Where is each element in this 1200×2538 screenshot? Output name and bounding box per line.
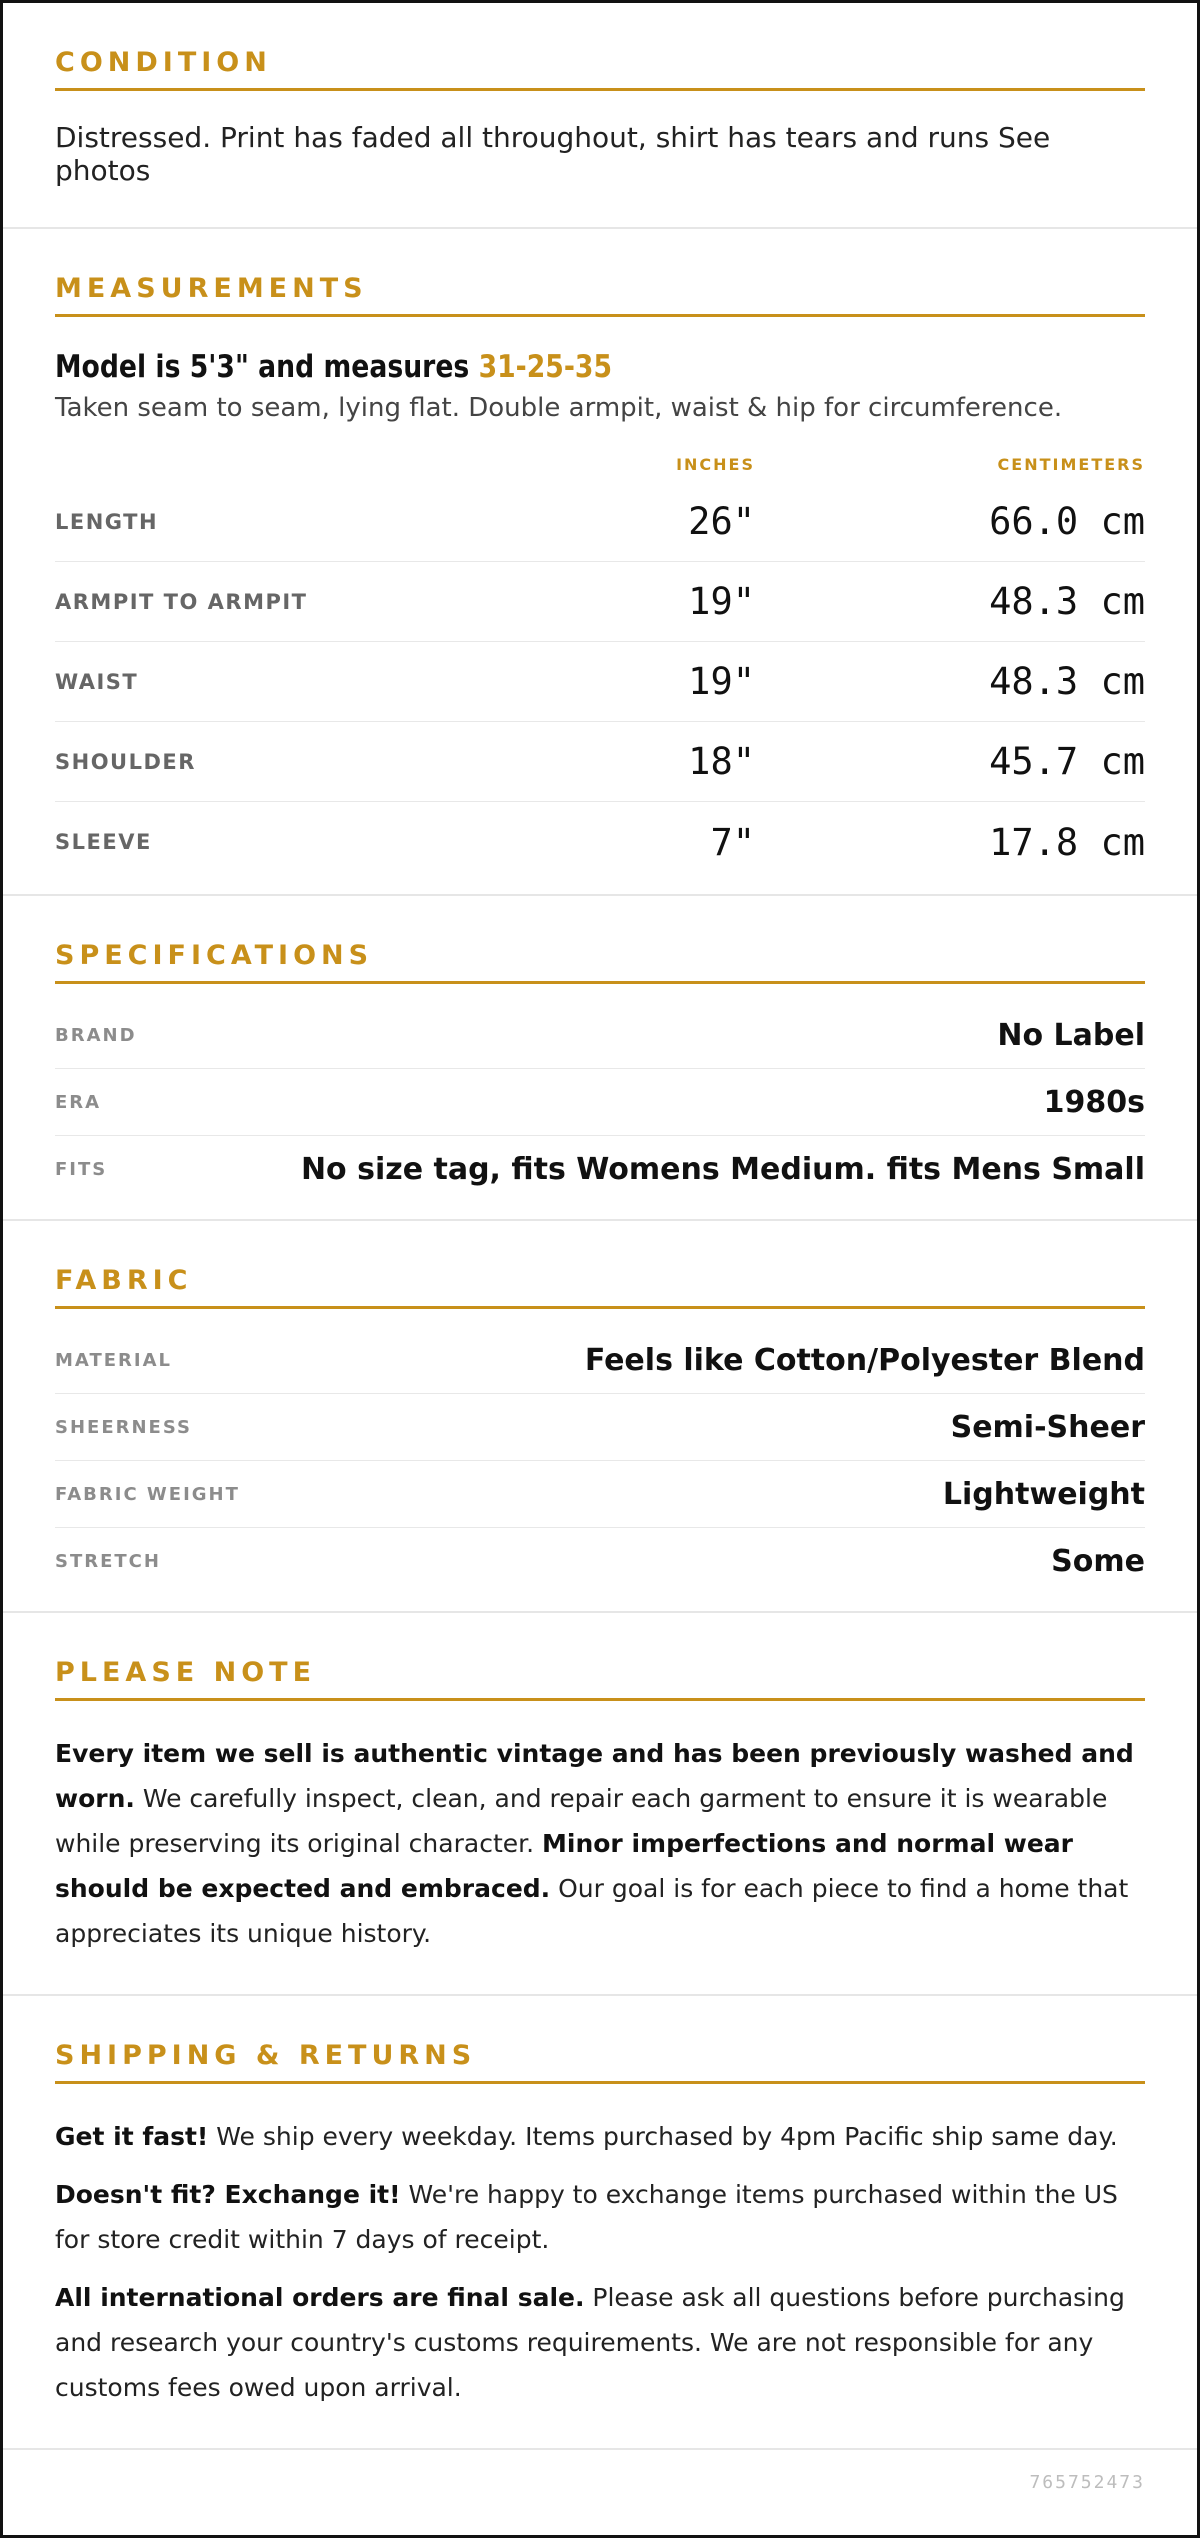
measurement-inches: 26" bbox=[688, 500, 755, 543]
measurement-inches: 19" bbox=[688, 580, 755, 623]
specifications-table bbox=[55, 1002, 1145, 1219]
measurements-column-headers bbox=[55, 455, 1145, 474]
note-bold-1: Every item we sell is authentic vintage and has been previously washed and worn. bbox=[55, 1739, 1134, 1813]
please-note-text bbox=[55, 1701, 1145, 1994]
shipping-international-bold: All international orders are final sale. bbox=[55, 2283, 585, 2312]
measurement-row-length bbox=[55, 482, 1145, 562]
spec-value: No Label bbox=[997, 1017, 1145, 1053]
spec-value: No size tag, fits Womens Medium. fits Mens Small bbox=[300, 1152, 1145, 1187]
fabric-label: MATERIAL bbox=[55, 1349, 172, 1371]
fabric-value: Feels like Cotton/Polyester Blend bbox=[584, 1342, 1145, 1378]
measurements-table bbox=[55, 482, 1145, 894]
note-bold-2: Minor imperfections and normal wear should be expected and embraced. bbox=[55, 1829, 1073, 1903]
measurements-subtitle: Taken seam to seam, lying flat. Double armpit, waist & hip for circumference. bbox=[55, 393, 1063, 423]
fabric-label: SHEERNESS bbox=[55, 1416, 192, 1438]
fabric-heading: FABRIC bbox=[55, 1267, 1145, 1309]
shipping-fast-text: We ship every weekday. Items purchased by 4pm Pacific ship same day. bbox=[208, 2122, 1118, 2151]
shipping-paragraph-exchange bbox=[55, 2172, 1145, 2262]
condition-section bbox=[3, 3, 1197, 229]
spec-row-era bbox=[55, 1069, 1145, 1136]
measurement-cm: 45.7 cm bbox=[989, 740, 1145, 783]
fabric-row-weight bbox=[55, 1461, 1145, 1528]
shipping-paragraph-fast bbox=[55, 2114, 1145, 2159]
measurement-cm: 48.3 cm bbox=[989, 660, 1145, 703]
shipping-paragraph-international bbox=[55, 2275, 1145, 2410]
fabric-section bbox=[3, 1221, 1197, 1613]
note-text-1: We carefully inspect, clean, and repair each garment to ensure it is wearable while preserving its original character. bbox=[55, 1784, 1108, 1858]
measurement-inches: 18" bbox=[688, 740, 755, 783]
shipping-exchange-text: We're happy to exchange items purchased within the US for store credit within 7 days of receipt. bbox=[55, 2180, 1118, 2254]
model-measures-prefix: Model is 5'3" and measures bbox=[55, 349, 479, 385]
specifications-section bbox=[3, 896, 1197, 1221]
please-note-section bbox=[3, 1613, 1197, 1996]
spec-row-brand bbox=[55, 1002, 1145, 1069]
shipping-returns-body bbox=[55, 2084, 1145, 2448]
inches-column-header: INCHES bbox=[676, 455, 755, 474]
measurement-cm: 48.3 cm bbox=[989, 580, 1145, 623]
measurement-label: LENGTH bbox=[55, 509, 159, 534]
shipping-returns-heading: SHIPPING & RETURNS bbox=[55, 2042, 1145, 2084]
spec-label: ERA bbox=[55, 1091, 102, 1113]
measurements-section bbox=[3, 229, 1197, 896]
specifications-heading: SPECIFICATIONS bbox=[55, 942, 1145, 984]
measurement-cm: 66.0 cm bbox=[989, 500, 1145, 543]
fabric-label: STRETCH bbox=[55, 1551, 161, 1572]
fabric-row-sheerness bbox=[55, 1394, 1145, 1461]
measurement-row-shoulder bbox=[55, 722, 1145, 802]
shipping-fast-bold: Get it fast! bbox=[55, 2122, 209, 2151]
measurement-label: WAIST bbox=[55, 669, 139, 694]
note-text-2: Our goal is for each piece to find a home that appreciates its unique history. bbox=[55, 1874, 1129, 1948]
measurement-label: SHOULDER bbox=[55, 749, 196, 774]
measurement-row-sleeve bbox=[55, 802, 1145, 882]
spec-value: 1980s bbox=[1043, 1084, 1145, 1120]
shipping-international-text: Please ask all questions before purchasing and research your country's customs requirements. We are not responsible for any customs fees owed upon arrival. bbox=[55, 2283, 1125, 2402]
measurement-row-waist bbox=[55, 642, 1145, 722]
footer bbox=[3, 2450, 1197, 2493]
model-measures-line bbox=[55, 349, 992, 385]
measurement-inches: 7" bbox=[710, 820, 755, 864]
spec-row-fits bbox=[55, 1136, 1145, 1203]
spec-label: FITS bbox=[55, 1159, 108, 1180]
condition-text: Distressed. Print has faded all throughout, shirt has tears and runs See photos bbox=[55, 121, 1051, 187]
fabric-value: Lightweight bbox=[942, 1476, 1145, 1512]
condition-heading: CONDITION bbox=[55, 49, 1145, 91]
please-note-heading: PLEASE NOTE bbox=[55, 1659, 1145, 1701]
measurement-row-armpit bbox=[55, 562, 1145, 642]
fabric-row-material bbox=[55, 1327, 1145, 1394]
sku-number: 765752473 bbox=[1029, 2472, 1145, 2493]
shipping-exchange-bold: Doesn't fit? Exchange it! bbox=[55, 2180, 401, 2209]
fabric-value: Some bbox=[1051, 1544, 1145, 1579]
measurements-heading: MEASUREMENTS bbox=[55, 275, 1145, 317]
centimeters-column-header: CENTIMETERS bbox=[997, 455, 1145, 474]
fabric-table bbox=[55, 1327, 1145, 1611]
fabric-label: FABRIC WEIGHT bbox=[55, 1483, 240, 1505]
measurement-label: ARMPIT TO ARMPIT bbox=[55, 589, 308, 614]
spec-label: BRAND bbox=[55, 1024, 137, 1046]
measurement-inches: 19" bbox=[688, 660, 755, 703]
fabric-value: Semi-Sheer bbox=[950, 1409, 1145, 1445]
measurement-label: SLEEVE bbox=[55, 830, 152, 854]
shipping-returns-section bbox=[3, 1996, 1197, 2450]
fabric-row-stretch bbox=[55, 1528, 1145, 1595]
model-measures-value: 31-25-35 bbox=[478, 349, 613, 385]
measurement-cm: 17.8 cm bbox=[989, 820, 1145, 864]
